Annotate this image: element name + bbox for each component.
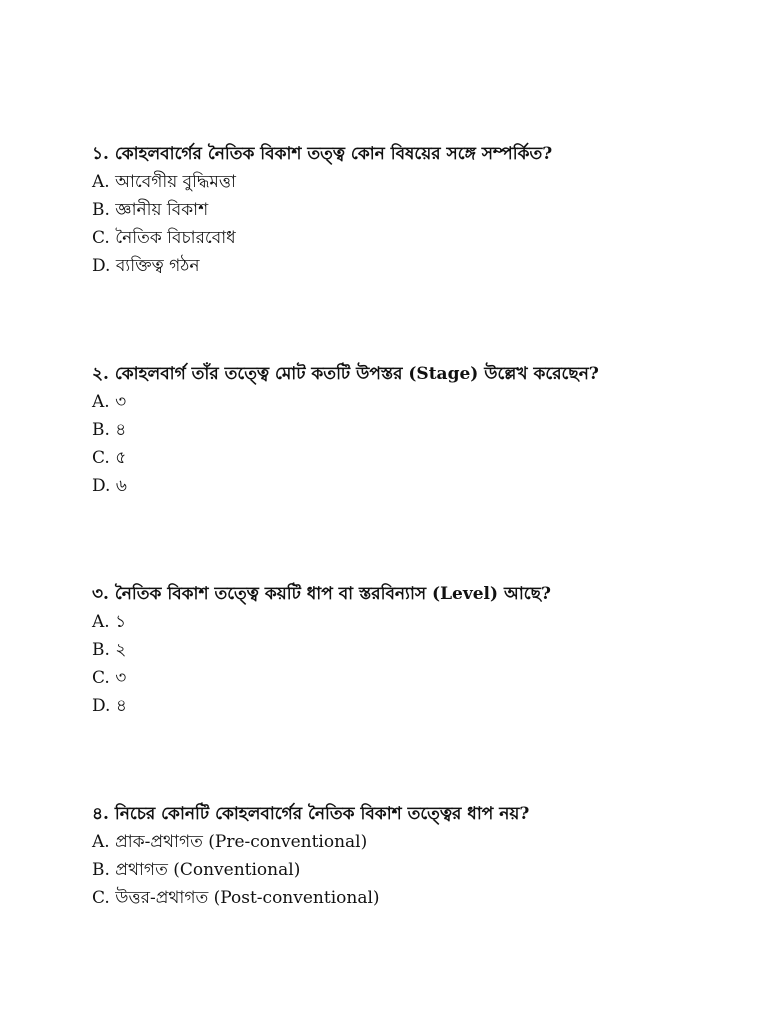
option-c: C. উত্তর-প্রথাগত (Post-conventional) — [92, 888, 380, 908]
question-text: ৩. নৈতিক বিকাশ তত্ত্বে কয়টি ধাপ বা স্তরবিন্যাস (Level) আছে? — [92, 584, 551, 604]
question-text: ১. কোহলবার্গের নৈতিক বিকাশ তত্ত্ব কোন বিষয়ের সঙ্গে সম্পর্কিত? — [92, 144, 553, 164]
option-c: C. নৈতিক বিচারবোধ — [92, 228, 236, 248]
option-a: A. ৩ — [92, 392, 127, 412]
option-d: D. ৬ — [92, 476, 127, 496]
option-c: C. ৫ — [92, 448, 127, 468]
option-a: A. আবেগীয় বুদ্ধিমত্তা — [92, 172, 236, 192]
option-b: B. প্রথাগত (Conventional) — [92, 860, 301, 880]
option-c: C. ৩ — [92, 668, 127, 688]
question-text: ৪. নিচের কোনটি কোহলবার্গের নৈতিক বিকাশ তত্ত্বের ধাপ নয়? — [92, 804, 530, 824]
option-b: B. জ্ঞানীয় বিকাশ — [92, 200, 209, 220]
question-text: ২. কোহলবার্গ তাঁর তত্ত্বে মোট কতটি উপস্তর (Stage) উল্লেখ করেছেন? — [92, 364, 599, 384]
option-d: D. ৪ — [92, 696, 127, 716]
option-a: A. ১ — [92, 612, 127, 632]
option-d: D. ব্যক্তিত্ব গঠন — [92, 256, 200, 276]
option-a: A. প্রাক-প্রথাগত (Pre-conventional) — [92, 832, 368, 852]
option-b: B. ৪ — [92, 420, 127, 440]
question-block-3 — [92, 580, 732, 720]
question-block-1 — [92, 140, 732, 280]
question-block-4 — [92, 800, 732, 912]
option-b: B. ২ — [92, 640, 127, 660]
question-block-2 — [92, 360, 732, 500]
